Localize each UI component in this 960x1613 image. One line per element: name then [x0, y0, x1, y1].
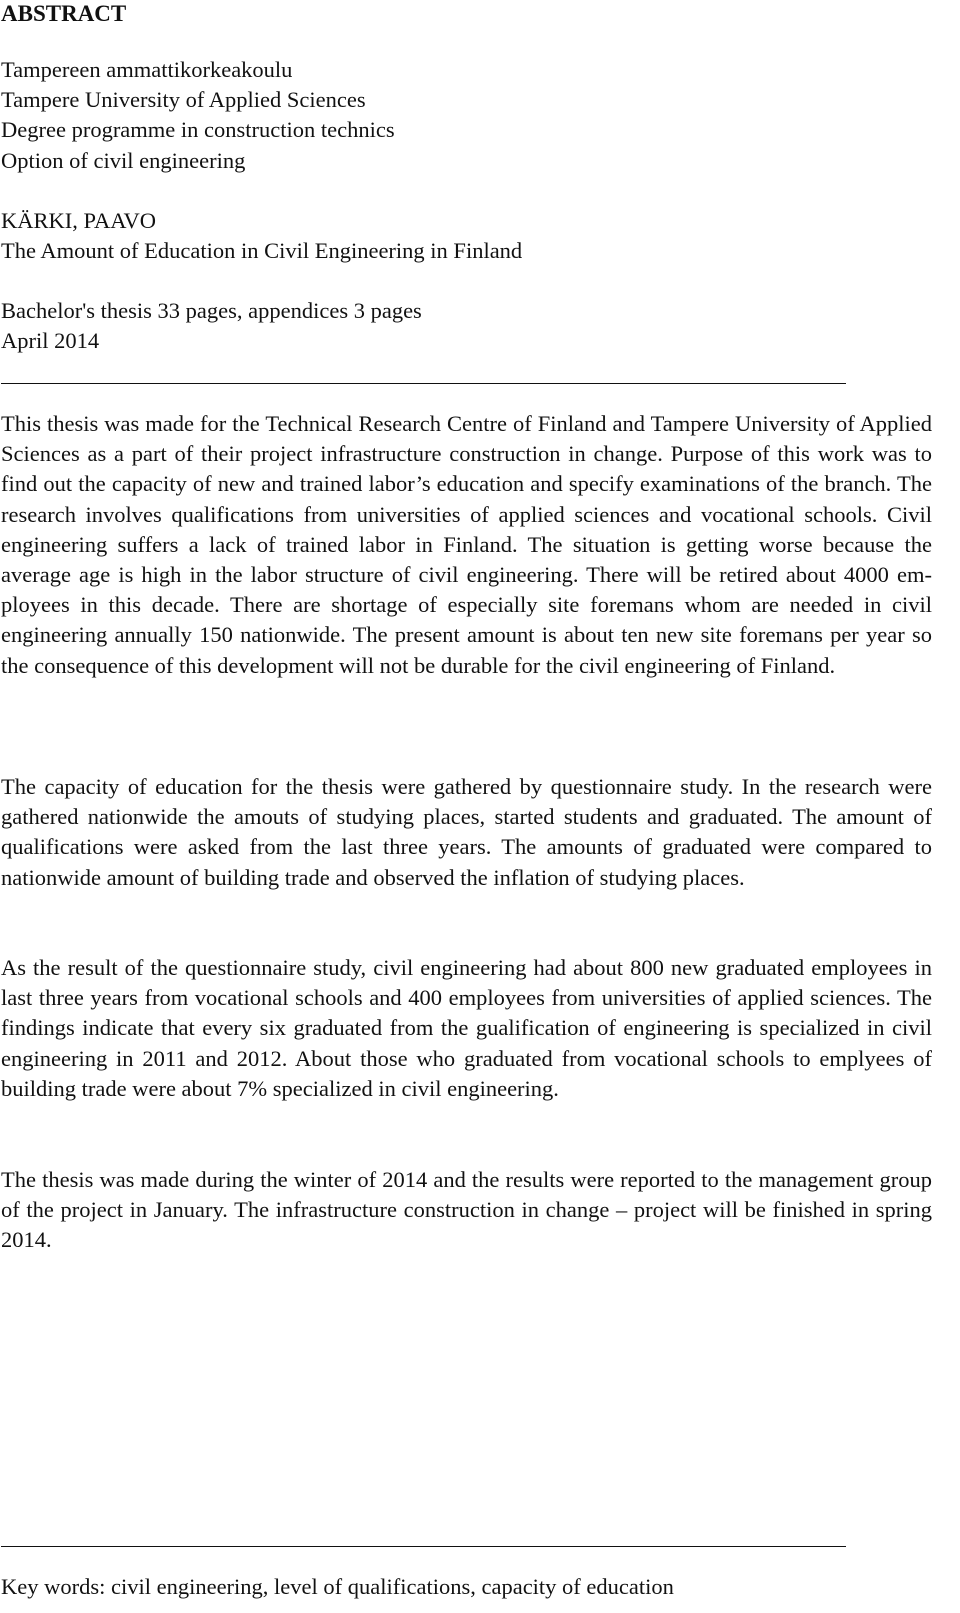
abstract-paragraph-2: The capacity of education for the thesis were gathered by questionnaire study. In the research were gathered nationwide the amouts of studying places, started students and graduated. The amount of qualifications were asked from the last three years. The amounts of graduated were compared to nationwide amount of building trade and observed the inflation of studying places.	[1, 774, 932, 890]
author-block	[1, 206, 522, 266]
author-name: KÄRKI, PAAVO	[1, 208, 157, 233]
thesis-title: The Amount of Education in Civil Engineering in Finland	[1, 238, 523, 264]
bottom-divider	[1, 1546, 846, 1547]
keywords-line: Key words: civil engineering, level of qualifications, capacity of education	[1, 1574, 674, 1599]
institution-block	[1, 55, 395, 176]
thesis-info-block	[1, 296, 422, 356]
abstract-paragraph-4: The thesis was made during the winter of 2014 and the results were reported to the management group of the project in January. The infrastructure construction in change – project will be finished in spring 2014.	[1, 1167, 932, 1253]
degree-option: Option of civil engineering	[1, 147, 246, 173]
thesis-date: April 2014	[1, 328, 100, 354]
degree-programme: Degree programme in construction technics	[1, 117, 395, 143]
institution-line-english: Tampere University of Applied Sciences	[1, 87, 366, 113]
abstract-paragraph-3: As the result of the questionnaire study, civil engineering had about 800 new graduated employees in last three years from vocational schools and 400 employees from universities of applied sciences. The findings indicate that every six graduated from the gualification of engineering is specialized in civil engineering in 2011 and 2012. About those who graduated from vocational schools to emplyees of building trade were about 7% specialized in civil engineering.	[1, 955, 932, 1101]
thesis-type-pages: Bachelor's thesis 33 pages, appendices 3 pages	[1, 298, 422, 323]
institution-line-finnish: Tampereen ammattikorkeakoulu	[1, 57, 293, 82]
top-divider	[1, 383, 846, 384]
abstract-heading: ABSTRACT	[1, 1, 127, 26]
abstract-paragraph-1: This thesis was made for the Technical Research Centre of Finland and Tampere University of Applied Sciences as a part of their project infrastructure construction in change. Purpose of this work was to find out the capacity of new and trained labor’s education and specify examinations of the branch. The research involves qualifications from universities of applied sciences and vocational schools. Civil engineering suffers a lack of trained labor in Finland. The situation is getting worse because the average age is high in the labor structure of civil engineering. There will be retired about 4000 employees in this decade. There are shortage of especially site foremans whom are needed in civil engineering annually 150 nationwide. The present amount is about ten new site foremans per year so the consequence of this development will not be durable for the civil engineering of Finland.	[1, 411, 932, 678]
